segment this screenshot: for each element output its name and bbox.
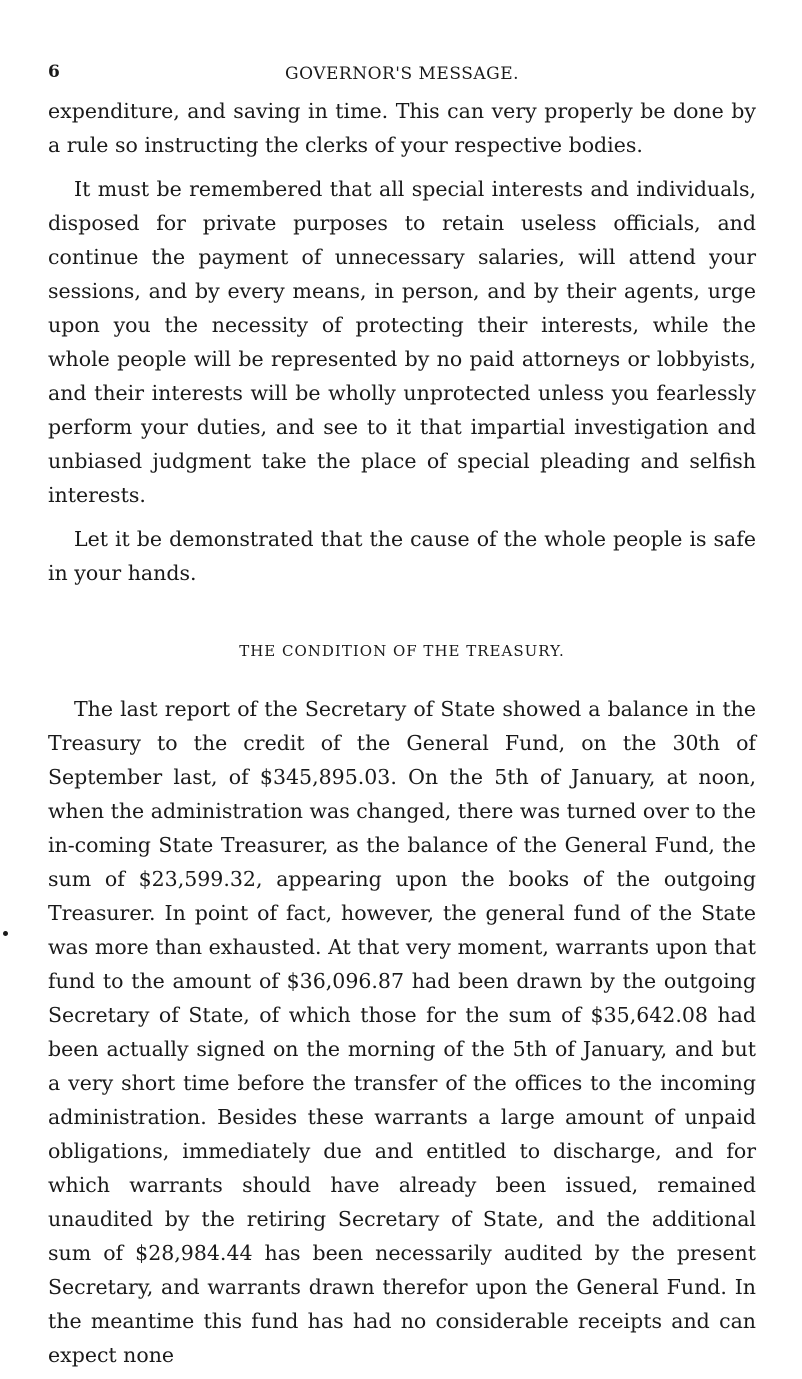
paragraph-demonstrated: Let it be demonstrated that the cause of the whole people is safe in your hands. xyxy=(48,527,756,585)
page-number: 6 xyxy=(48,62,61,82)
margin-mark xyxy=(3,931,8,936)
body-text xyxy=(48,94,756,1372)
paragraph-continuation: expenditure, and saving in time. This can very properly be done by a rule so instructing the clerks of your respective bodies. xyxy=(48,99,756,157)
document-page xyxy=(48,62,756,1372)
running-head: GOVERNOR'S MESSAGE. xyxy=(284,64,520,84)
paragraph-special-interests: It must be remembered that all special interests and individuals, disposed for private purposes to retain useless officials, and continue the payment of unnecessary salaries, will attend your sessions, and by every means, in person, and by their agents, urge upon you the necessity of protecting their interests, while the whole people will be represented by no paid attorneys or lobbyists, and their interests will be wholly unprotected unless you fearlessly perform your duties, and see to it that impartial investigation and unbiased judgment take the place of special pleading and selfish interests. xyxy=(48,177,756,507)
paragraph-treasury: The last report of the Secretary of State showed a balance in the Treasury to the credit of the General Fund, on the 30th of September last, of $345,895.03. On the 5th of January, at noon, when the administration was changed, there was turned over to the in-coming State Treasurer, as the balance of the General Fund, the sum of $23,599.32, appearing upon the books of the outgoing Treasurer. In point of fact, however, the general fund of the State was more than exhausted. At that very moment, warrants upon that fund to the amount of $36,096.87 had been drawn by the outgoing Secretary of State, of which those for the sum of $35,642.08 had been actually signed on the morning of the 5th of January, and but a very short time before the transfer of the offices to the incoming administration. Besides these warrants a large amount of unpaid obligations, immediately due and entitled to discharge, and for which warrants should have already been issued, remained unaudited by the retiring Secretary of State, and the additional sum of $28,984.44 has been necessarily audited by the present Secretary, and warrants drawn therefor upon the General Fund. In the meantime this fund has had no considerable receipts and can expect none xyxy=(48,697,756,1367)
section-heading: THE CONDITION OF THE TREASURY. xyxy=(239,642,565,660)
page-header xyxy=(48,62,756,94)
